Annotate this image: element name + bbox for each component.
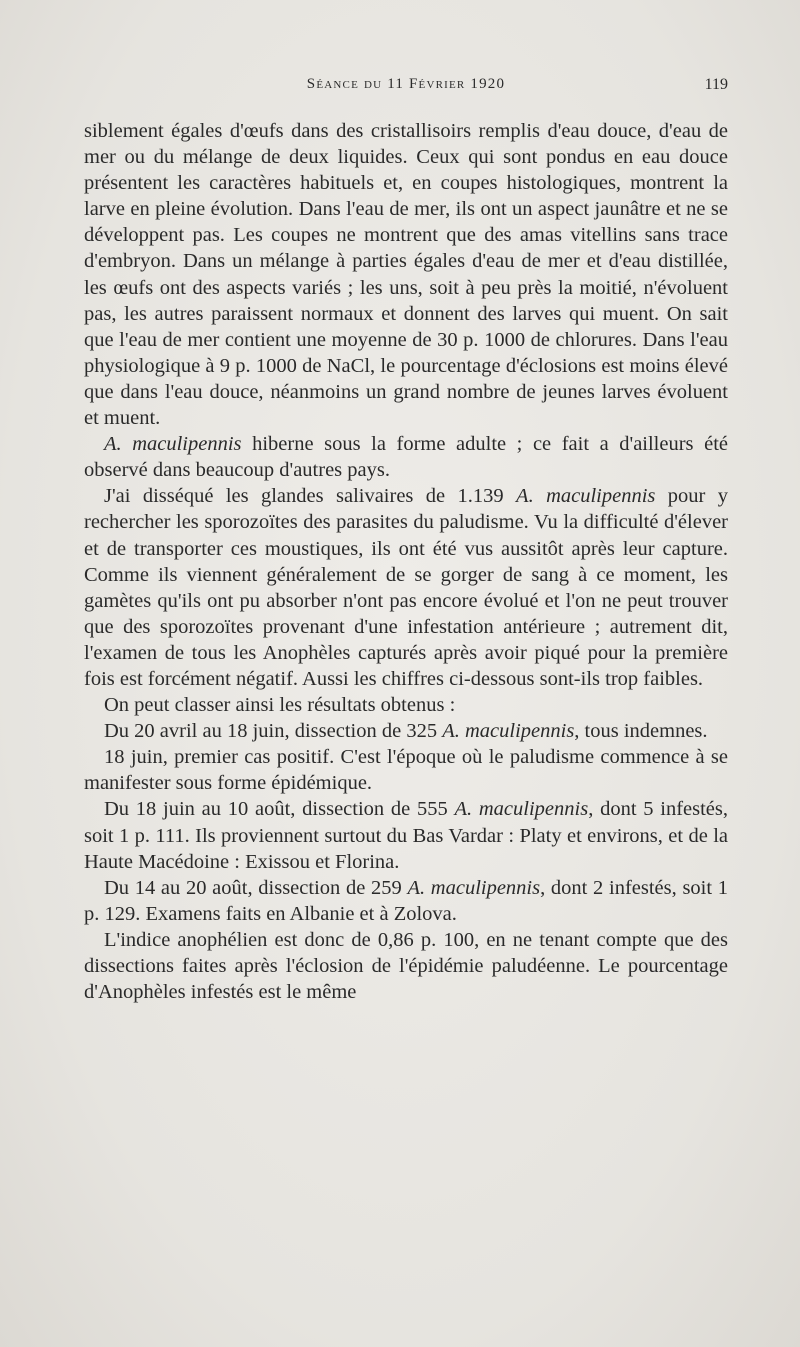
text-run: J'ai disséqué les glandes salivaires de 1.139 (104, 485, 517, 508)
paragraph (84, 927, 728, 1005)
body-text (84, 118, 728, 1005)
paragraph (84, 744, 728, 796)
text-run: On peut classer ainsi les résultats obtenus : (104, 694, 456, 717)
paragraph (84, 118, 728, 431)
paragraph (84, 431, 728, 483)
italic-run: A. maculipennis (442, 720, 575, 743)
running-title: Séance du 11 Février 1920 (306, 76, 506, 92)
paragraph (84, 718, 728, 744)
italic-run: A. maculipennis (407, 876, 541, 899)
text-run: hiberne sous la forme adulte ; ce fait a d'ailleurs été observé dans beaucoup d'autres pays. (84, 433, 728, 482)
paragraph (84, 796, 728, 874)
text-run: , dont 5 infestés, soit 1 p. 111. Ils proviennent surtout du Bas Vardar : Platy et environs, et de la Haute Macédoine : Exissou et Florina. (84, 798, 728, 873)
text-run: , tous indemnes. (574, 720, 708, 743)
page-number: 119 (704, 76, 728, 93)
italic-run: A. maculipennis (516, 485, 656, 508)
text-run: Du 20 avril au 18 juin, dissection de 325 (104, 720, 443, 743)
text-run: L'indice anophélien est donc de 0,86 p. 100, en ne tenant compte que des dissections faites après l'éclosion de l'épidémie paludéenne. Le pourcentage d'Anophèles infestés est le même (84, 928, 728, 1004)
text-run: 18 juin, premier cas positif. C'est l'époque où le paludisme commence à se manifester sous forme épidémique. (84, 746, 728, 795)
text-run: Du 14 au 20 août, dissection de 259 (104, 876, 408, 899)
paragraph (84, 692, 728, 718)
text-run: Du 18 juin au 10 août, dissection de 555 (104, 798, 455, 821)
italic-run: A. maculipennis (454, 798, 589, 821)
text-run: , dont 2 infestés, soit 1 p. 129. Examens faits en Albanie et à Zolova. (84, 876, 728, 925)
paragraph (84, 483, 728, 692)
page-header (84, 76, 728, 100)
italic-run: A. maculipennis (104, 433, 242, 456)
text-run: siblement égales d'œufs dans des cristallisoirs remplis d'eau douce, d'eau de mer ou du mélange de deux liquides. Ceux qui sont pondus en eau douce présentent les caractères habituels et, en coupes histologiques, montrent la larve en pleine évolution. Dans l'eau de mer, ils ont un aspect jaunâtre et ne se développent pas. Les coupes ne montrent que des amas vitellins sans trace d'embryon. Dans un mélange à parties égales d'eau de mer et d'eau distillée, les œufs ont des aspects variés ; les uns, soit à peu près la moitié, n'évoluent pas, les autres paraissent normaux et donnent des larves qui muent. On sait que l'eau de mer contient une moyenne de 30 p. 1000 de chlorures. Dans l'eau physiologique à 9 p. 1000 de NaCl, le pourcentage d'éclosions est moins élevé que dans l'eau douce, néanmoins un grand nombre de jeunes larves évoluent et muent. (84, 120, 728, 430)
text-run: pour y rechercher les sporozoïtes des parasites du paludisme. Vu la difficulté d'élever et de transporter ces moustiques, ils ont été vus aussitôt après leur capture. Comme ils viennent généralement de se gorger de sang à ce moment, les gamètes qu'ils ont pu absorber n'ont pas encore évolué et l'on ne peut trouver que des sporozoïtes provenant d'une infestation antérieure ; autrement dit, l'examen de tous les Anophèles capturés après avoir piqué pour la première fois est forcément négatif. Aussi les chiffres ci-dessous sont-ils trop faibles. (84, 485, 729, 690)
paragraph (84, 875, 728, 927)
